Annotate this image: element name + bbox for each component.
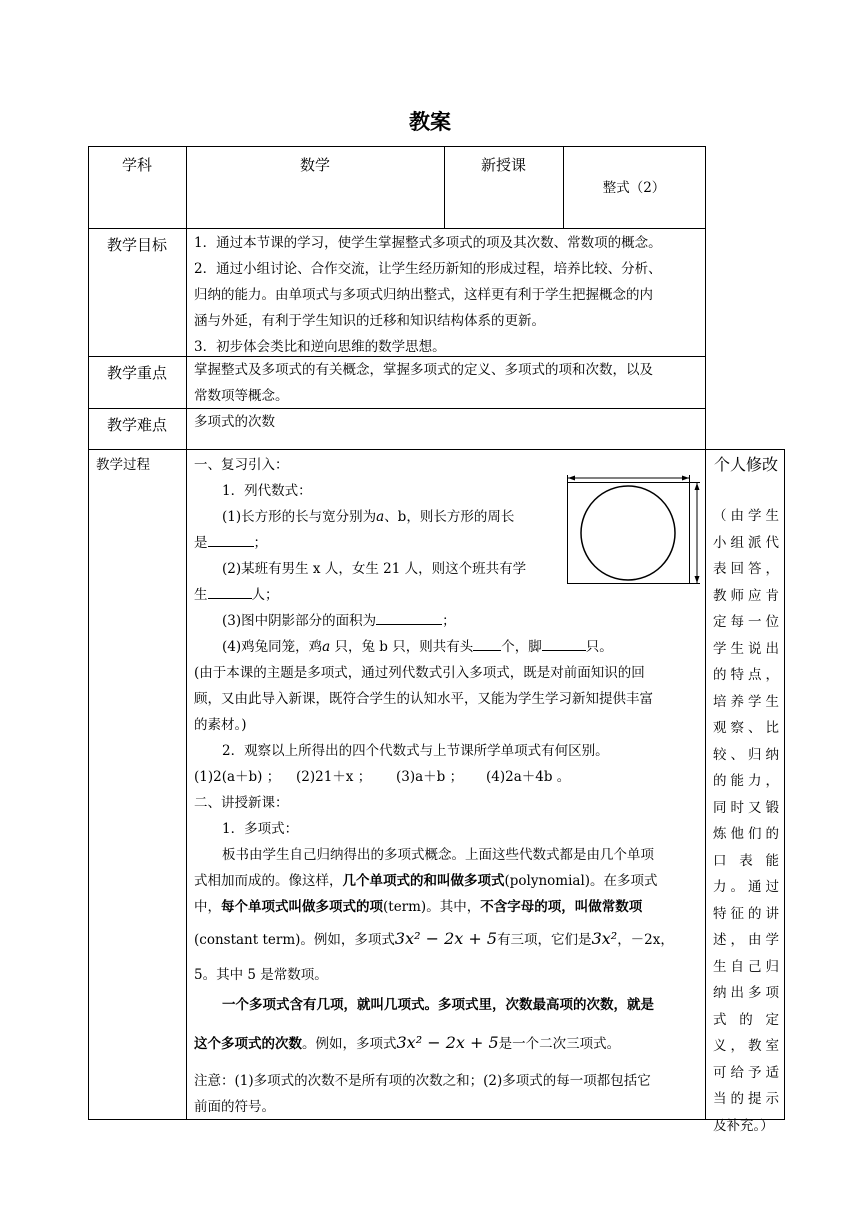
expression-4: (4)2a＋4b 。 — [486, 769, 571, 785]
expression-3: (3)a＋b ； — [396, 769, 464, 785]
term-expression: 3x² — [591, 929, 618, 948]
paragraph-line: 5。其中 5 是常数项。 — [194, 967, 328, 983]
expression-2: (2)21＋x ； — [296, 769, 372, 785]
difficulty-text: 多项式的次数 — [194, 414, 275, 430]
key-points-text — [194, 357, 702, 409]
question-4: (4)鸡兔同笼，鸡a 只，兔 b 只，则共有头 个，脚 只。 — [222, 634, 613, 660]
objective-line: 2．通过小组讨论、合作交流，让学生经历新知的形成过程，培养比较、分析、 — [194, 261, 662, 277]
paragraph-line: 中，每个单项式叫做多项式的项(term)。其中，不含字母的项，叫做常数项 — [194, 899, 643, 915]
section-new-lesson: 二、讲授新课： — [194, 795, 289, 811]
subsection-polynomial: 1．多项式： — [222, 821, 299, 837]
difficulty-label: 教学难点 — [106, 416, 167, 434]
key-point-line: 掌握整式及多项式的有关概念，掌握多项式的定义、多项式的项和次数，以及 — [194, 362, 653, 378]
key-points-label: 教学重点 — [106, 364, 167, 382]
rectangle-circle-figure — [563, 474, 703, 590]
objective-line: 1．通过本节课的学习，使学生掌握整式多项式的项及其次数、常数项的概念。 — [194, 235, 662, 251]
objective-line: 3．初步体会类比和逆向思维的数学思想。 — [194, 339, 446, 355]
objective-line: 涵与外延，有利于学生知识的迁移和知识结构体系的更新。 — [194, 313, 545, 329]
question-1: (1)长方形的长与宽分别为a、b，则长方形的周长 — [222, 509, 515, 525]
side-note-title: 个人修改 — [713, 455, 778, 474]
objectives-label: 教学目标 — [106, 236, 167, 254]
attention-note: 前面的符号。 — [194, 1099, 275, 1115]
paragraph-line: 板书由学生自己归纳得出的多项式概念。上面这些代数式都是由几个单项 — [222, 847, 654, 863]
objective-line: 归纳的能力。由单项式与多项式归纳出整式，这样更有利于学生把握概念的内 — [194, 287, 653, 303]
lesson-type: 新授课 — [480, 156, 526, 174]
subject-label: 学科 — [121, 156, 152, 174]
observe-question: 2．观察以上所得出的四个代数式与上节课所学单项式有何区别。 — [222, 743, 609, 759]
question-2: (2)某班有男生 x 人，女生 21 人，则这个班共有学 — [222, 561, 527, 577]
question-3: (3)图中阴影部分的面积为 ； — [222, 608, 456, 634]
subject-value: 数学 — [299, 156, 330, 174]
item-list-expressions: 1．列代数式： — [222, 483, 312, 499]
paragraph-bold-line: 一个多项式含有几项，就叫几项式。多项式里，次数最高项的次数，就是 — [222, 997, 654, 1013]
objectives-text — [194, 230, 702, 360]
process-label: 教学过程 — [96, 457, 150, 473]
design-note: (由于本课的主题是多项式，通过列代数式引入多项式，既是对前面知识的回 顾，又由此导入新课，既符合学生的认知水平，又能为学生学习新知提供丰富 的素材。) — [194, 665, 653, 733]
page-title: 教案 — [409, 109, 451, 134]
key-point-line: 常数项等概念。 — [194, 388, 289, 404]
paragraph-line: (constant term)。例如，多项式3x² − 2x + 5有三项，它们是3x²，－2x， — [194, 929, 674, 948]
expression-1: (1)2(a＋b) ； — [194, 769, 281, 785]
polynomial-expression: 3x² − 2x + 5 — [396, 1033, 499, 1052]
attention-note: 注意：(1)多项式的次数不是所有项的次数之和；(2)多项式的每一项都包括它 — [194, 1073, 651, 1089]
paragraph-line: 这个多项式的次数。例如，多项式3x² − 2x + 5是一个二次三项式。 — [194, 1033, 621, 1052]
polynomial-expression: 3x² − 2x + 5 — [394, 929, 498, 948]
question-1-blank: 是 ； — [194, 530, 267, 556]
side-note-text: （由学生小组派代表回答，教师应肯定每一位学生说出的特点，培养学生观察、比较、归纳的能力，同时又锻炼他们的口表能力。通过特征的讲述，由学生自己归纳出多项式的定义，教室可给予适当的提示及补充。） — [713, 508, 779, 1134]
lesson-topic: 整式（2） — [602, 180, 666, 196]
paragraph-line: 式相加而成的。像这样，几个单项式的和叫做多项式(polynomial)。在多项式 — [194, 873, 658, 889]
section-review: 一、复习引入： — [194, 457, 289, 473]
question-2-blank: 生 人； — [194, 582, 279, 608]
